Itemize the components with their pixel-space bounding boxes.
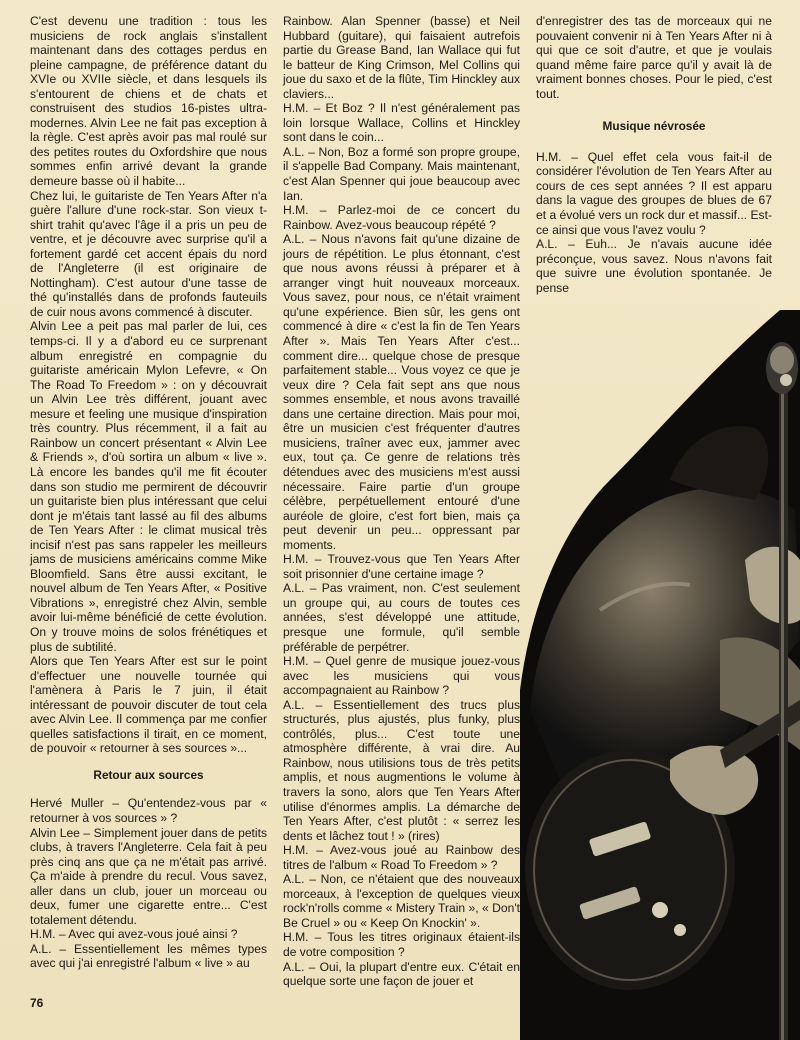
paragraph: H.M. – Avez-vous joué au Rainbow des titres de l'album « Road To Freedom » ? bbox=[283, 843, 520, 872]
paragraph: A.L. – Non, Boz a formé son propre groupe, il s'appelle Bad Company. Mais maintenant, c'est Alan Spenner qui joue beaucoup avec Ian. bbox=[283, 144, 520, 203]
paragraph: A.L. – Nous n'avons fait qu'une dizaine de jours de répétition. Le plus étonnant, c'est que nous avons réussi à préparer et à arranger vingt huit nouveaux morceaux. Vous savez, pour nous, ce n'était vraiment qu'une expérience. Bien sûr, les gens ont commencé à dire « c'est la fin de Ten Years After ». Mais Ten Years After c'est... comment dire... quelque chose de presque parfaitement stable... Vous voyez ce que je veux dire ? Cela fait sept ans que nous sommes ensemble, et nous avons travaillé dans une certaine direction. Mais pour moi, être un musicien c'est fréquenter d'autres musiciens, traîner avec eux, jammer avec eux, tout ça. Ce genre de relations très détendues avec des musiciens m'est aussi nécessaire. Faire partie d'un groupe célèbre, perpétuellement entouré d'une auréole de gloire, c'est fort bien, mais ça peut devenir un peu... oppressant par moments. bbox=[283, 232, 520, 552]
page-number: 76 bbox=[30, 996, 44, 1010]
paragraph: A.L. – Non, ce n'étaient que des nouveaux morceaux, à l'exception de quelques vieux rock'n'rolls comme « Mistery Train », « Don't Be Cruel » ou « Keep On Knockin' ». bbox=[283, 872, 520, 930]
section-heading: Musique névrosée bbox=[602, 119, 706, 134]
column-right bbox=[536, 14, 772, 295]
paragraph: Rainbow. Alan Spenner (basse) et Neil Hubbard (guitare), qui faisaient autrefois partie du Grease Band, Ian Wallace qui fut le batteur de King Crimson, Mel Collins qui joue du saxo et de la flûte, Tim Hinckley aux claviers... bbox=[283, 14, 520, 101]
paragraph: A.L. – Oui, la plupart d'entre eux. C'était en quelque sorte une façon de jouer et bbox=[283, 959, 520, 989]
section-heading: Retour aux sources bbox=[93, 767, 204, 782]
paragraph: d'enregistrer des tas de morceaux qui ne pouvaient convenir ni à Ten Years After ni à qui que ce soit d'autre, et que je voulais quand même faire parce qu'il y avait là de vraiment bonnes choses. Pour le pied, c'est tout. bbox=[536, 14, 772, 101]
paragraph: H.M. – Et Boz ? Il n'est généralement pas loin lorsque Wallace, Collins et Hinckley sont dans le coin... bbox=[283, 101, 520, 145]
paragraph: Chez lui, le guitariste de Ten Years After n'a guère l'allure d'une rock-star. Son vieux t-shirt trahit qu'avec l'âge il a pris un peu de ventre, et je découvre avec surprise qu'il a fortement gardé cet accent épais du nord de l'Angleterre (il est originaire de Nottingham). C'est autour d'une tasse de thé qu'installés dans de profonds fauteuils de cuir nous avons commencé à discuter. bbox=[30, 188, 267, 319]
paragraph: Alvin Lee a peit pas mal parler de lui, ces temps-ci. Il y a d'abord eu ce surprenant album enregistré en compagnie du guitariste américain Mylon Lefevre, « On The Road To Freedom » : on y découvrait un Alvin Lee très différent, jouant avec mesure et feeling une musique d'inspiration très country. Plus récemment, il a fait au Rainbow un concert présentant « Alvin Lee & Friends », d'où sortira un album « live ». Là encore les bandes qu'il me fit écouter dans son studio me permirent de découvrir un guitariste bien plus intéressant que celui dont je m'étais tant lassé au fil des albums de Ten Years After : le climat musical très incisif n'est pas sans rappeler les meilleurs jams de musiciens américains comme Mike Bloomfield. Sans être aussi excitant, le nouvel album de Ten Years After, « Positive Vibrations », enregistré chez Alvin, semble avoir lui-même bénéficié de cette évolution. On y trouve moins de solos frénétiques et plus de subtilité. bbox=[30, 319, 267, 654]
paragraph: H.M. – Tous les titres originaux étaient-ils de votre composition ? bbox=[283, 930, 520, 959]
concert-photo bbox=[520, 310, 800, 1040]
paragraph: H.M. – Avec qui avez-vous joué ainsi ? bbox=[30, 927, 238, 942]
paragraph: H.M. – Parlez-moi de ce concert du Rainbow. Avez-vous beaucoup répété ? bbox=[283, 203, 520, 232]
paragraph: H.M. – Quel effet cela vous fait-il de considérer l'évolution de Ten Years After au cours de ces sept années ? Il est apparu dans la vague des groupes de blues de 67 et a évolué vers un rock dur et massif... Est-ce ainsi que vous l'avez voulu ? bbox=[536, 149, 772, 237]
column-middle bbox=[283, 14, 520, 989]
paragraph: Hervé Muller – Qu'entendez-vous par « retourner à vos sources » ? bbox=[30, 796, 267, 825]
paragraph: A.L. – Essentiellement des trucs plus structurés, plus ajustés, plus funky, plus contrôlés, plus... C'est toute une atmosphère différente, à vrai dire. Au Rainbow, nous utilisions tous de très petits amplis, et nous augmentions le volume à travers la sono, alors que Ten Years After utilise d'énormes amplis. La démarche de Ten Years After, c'est plutôt : « serrez les dents et lâchez tout ! » (rires) bbox=[283, 697, 520, 843]
paragraph: H.M. – Trouvez-vous que Ten Years After soit prisonnier d'une certaine image ? bbox=[283, 552, 520, 581]
paragraph: Alvin Lee – Simplement jouer dans de petits clubs, à travers l'Angleterre. Cela fait à peu près cinq ans que ça ne m'était pas arrivé. Ça m'aide à prendre du recul. Vous savez, aller dans un club, jouer un morceau ou deux, fumer une cigarette entre... C'est totalement détendu. bbox=[30, 825, 267, 927]
paragraph: H.M. – Quel genre de musique jouez-vous avec les musiciens qui vous accompagnaient au Rainbow ? bbox=[283, 654, 520, 698]
guitarist-photo-image bbox=[520, 310, 800, 1040]
column-left bbox=[30, 14, 267, 971]
paragraph: C'est devenu une tradition : tous les musiciens de rock anglais s'installent maintenant dans des cottages perdus en pleine campagne, de préférence datant du XVIe ou XVIIe siècle, et dans lesquels ils s'entourent de chiens et de chats et construisent des studios 16-pistes ultra-modernes. Alvin Lee ne fait pas exception à la règle. C'est après avoir pas mal roulé sur des petites routes du Oxfordshire que nous sommes enfin arrivé devant la grande demeure basse où il habite... bbox=[30, 14, 267, 189]
paragraph: Alors que Ten Years After est sur le point d'effectuer une nouvelle tournée qui l'amènera à Paris le 7 juin, il était intéressant de pouvoir discuter de tout cela avec Alvin Lee. Il commença par me confier quelles satisfactions il tirait, en ce moment, de pouvoir « retourner à ses sources »... bbox=[30, 654, 267, 756]
paragraph: A.L. – Essentiellement les mêmes types avec qui j'ai enregistré l'album « live » au bbox=[30, 941, 267, 971]
paragraph: A.L. – Pas vraiment, non. C'est seulement un groupe qui, au cours de toutes ces années, s'est développé une attitude, presque une formule, qu'il semble préférable de perpétrer. bbox=[283, 581, 520, 654]
paragraph: A.L. – Euh... Je n'avais aucune idée préconçue, vous savez. Nous n'avons fait que suivre une évolution spontanée. Je pense bbox=[536, 237, 772, 295]
